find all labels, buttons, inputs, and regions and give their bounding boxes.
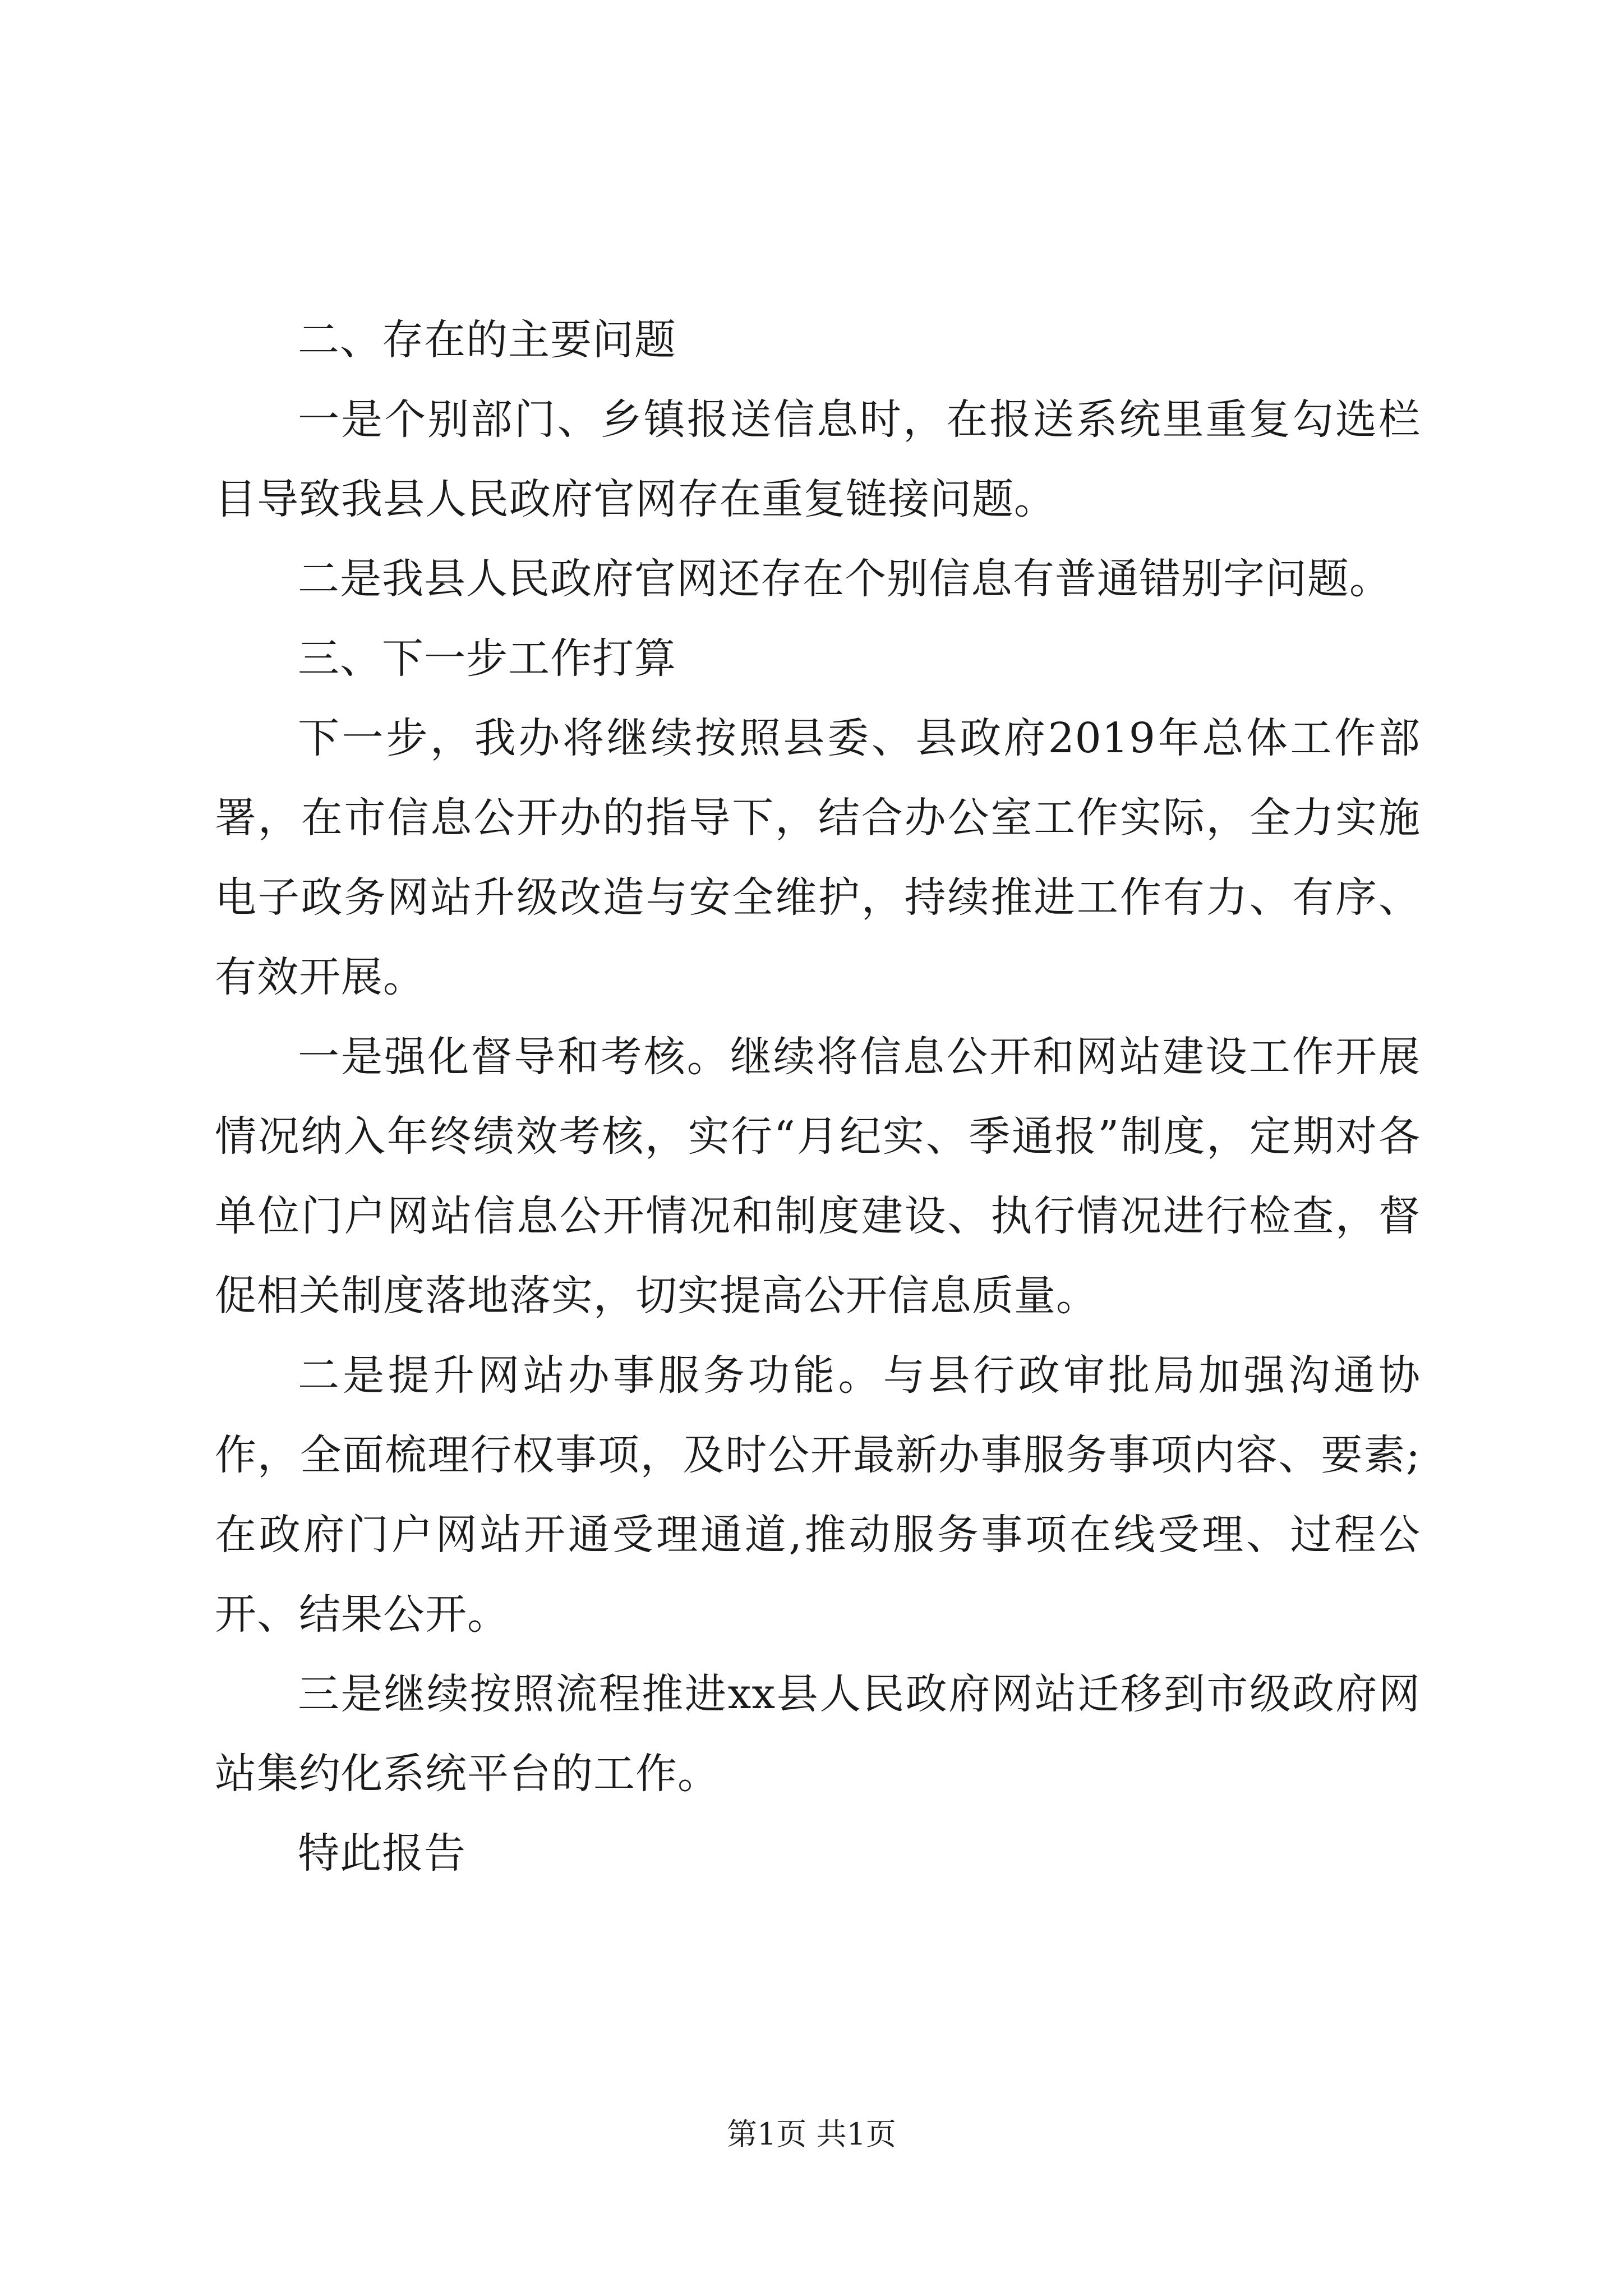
next-step-item-1: 一是强化督导和考核。继续将信息公开和网站建设工作开展情况纳入年终绩效考核，实行“月纪实、季通报”制度，定期对各单位门户网站信息公开情况和制度建设、执行情况进行检查，督促相关制度落地落实，切实提高公开信息质量。 xyxy=(215,1033,1421,1320)
section-heading-problems: 二、存在的主要问题 xyxy=(298,316,676,364)
problem-item-2: 二是我县人民政府官网还存在个别信息有普通错别字问题。 xyxy=(298,555,1391,603)
document-body xyxy=(215,300,1421,1893)
page-footer: 第1页 共1页 xyxy=(727,2116,896,2152)
next-step-item-2: 二是提升网站办事服务功能。与县行政审批局加强沟通协作，全面梳理行权事项，及时公开最新办事服务事项内容、要素;在政府门户网站开通受理通道,推动服务事项在线受理、过程公开、结果公开。 xyxy=(215,1351,1421,1639)
next-steps-intro: 下一步，我办将继续按照县委、县政府2019年总体工作部署，在市信息公开办的指导下，结合办公室工作实际，全力实施电子政务网站升级改造与安全维护，持续推进工作有力、有序、有效开展。 xyxy=(215,714,1421,1001)
closing-statement: 特此报告 xyxy=(298,1829,466,1878)
next-step-item-3: 三是继续按照流程推进xx县人民政府网站迁移到市级政府网站集约化系统平台的工作。 xyxy=(215,1670,1421,1798)
section-heading-next-steps: 三、下一步工作打算 xyxy=(298,634,676,683)
problem-item-1: 一是个别部门、乡镇报送信息时，在报送系统里重复勾选栏目导致我县人民政府官网存在重复链接问题。 xyxy=(215,395,1421,523)
